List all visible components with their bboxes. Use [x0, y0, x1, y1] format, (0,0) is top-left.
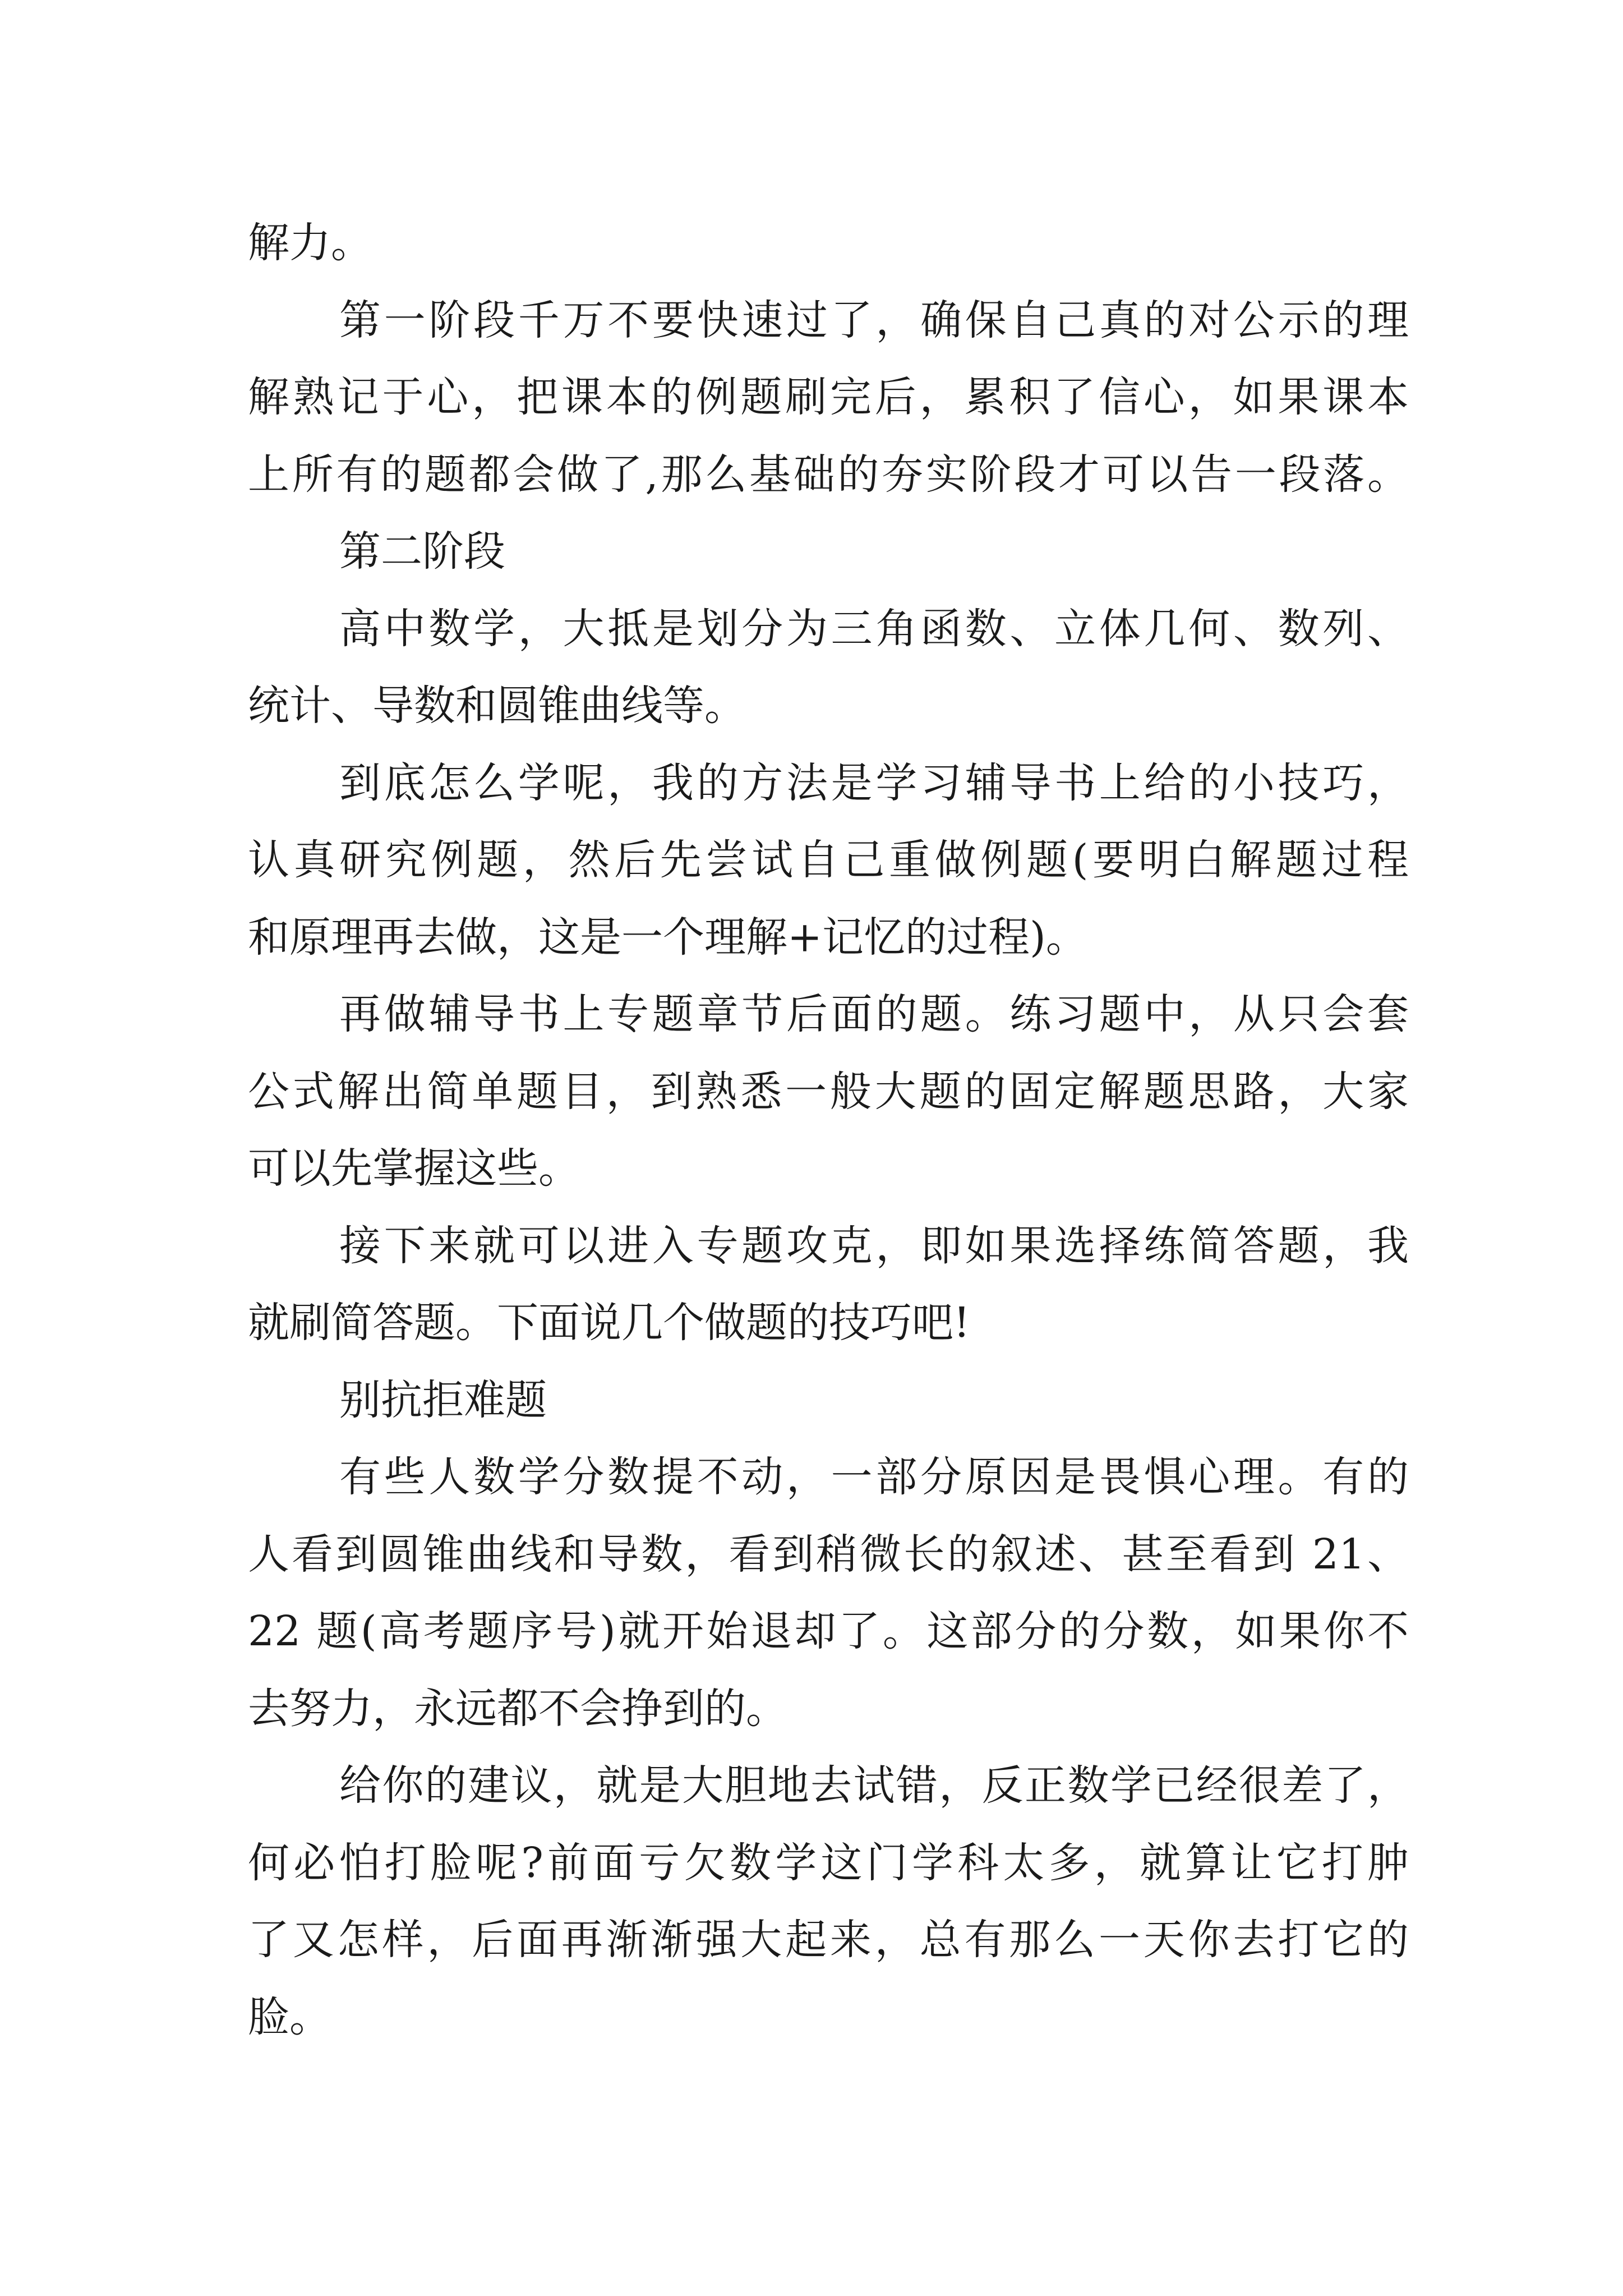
text-line: 再做辅导书上专题章节后面的题。练习题中，从只会套 — [339, 990, 1409, 1038]
paragraph — [248, 1208, 1409, 1362]
text-line: 脸。 — [248, 1993, 331, 2041]
text-line: 到底怎么学呢，我的方法是学习辅导书上给的小技巧， — [339, 758, 1409, 807]
text-line: 人看到圆锥曲线和导数，看到稍微长的叙述、甚至看到 21、 — [248, 1530, 1409, 1579]
text-line: 和原理再去做，这是一个理解+记忆的过程)。 — [248, 913, 1087, 961]
section-heading — [248, 1362, 1409, 1439]
text-line: 第一阶段千万不要快速过了，确保自己真的对公示的理 — [339, 296, 1409, 344]
paragraph — [248, 976, 1409, 1208]
text-line: 去努力，永远都不会挣到的。 — [248, 1684, 787, 1733]
text-line: 22 题(高考题序号)就开始退却了。这部分的分数，如果你不 — [248, 1607, 1409, 1655]
paragraph — [248, 1747, 1409, 2056]
text-line: 就刷简答题。下面说几个做题的技巧吧! — [248, 1299, 970, 1347]
text-line: 接下来就可以进入专题攻克，即如果选择练简答题，我 — [339, 1221, 1409, 1270]
text-line: 统计、导数和圆锥曲线等。 — [248, 682, 746, 730]
text-line: 解力。 — [248, 219, 372, 267]
text-line: 有些人数学分数提不动，一部分原因是畏惧心理。有的 — [339, 1453, 1409, 1501]
paragraph-continued — [248, 205, 1409, 282]
paragraph — [248, 282, 1409, 514]
document-body — [248, 205, 1409, 2056]
text-line: 解熟记于心，把课本的例题刷完后，累积了信心，如果课本 — [248, 373, 1409, 421]
heading-line: 别抗拒难题 — [339, 1375, 547, 1424]
paragraph — [248, 591, 1409, 745]
text-line: 给你的建议，就是大胆地去试错，反正数学已经很差了， — [339, 1761, 1409, 1810]
heading-line: 第二阶段 — [339, 527, 505, 576]
text-line: 公式解出简单题目，到熟悉一般大题的固定解题思路，大家 — [248, 1067, 1409, 1116]
paragraph — [248, 1439, 1409, 1747]
text-line: 认真研究例题，然后先尝试自己重做例题(要明白解题过程 — [248, 836, 1409, 884]
text-line: 何必怕打脸呢?前面亏欠数学这门学科太多，就算让它打肿 — [248, 1838, 1409, 1887]
text-line: 高中数学，大抵是划分为三角函数、立体几何、数列、 — [339, 604, 1409, 653]
section-heading — [248, 513, 1409, 591]
text-line: 上所有的题都会做了,那么基础的夯实阶段才可以告一段落。 — [248, 450, 1409, 499]
paragraph — [248, 745, 1409, 977]
text-line: 可以先掌握这些。 — [248, 1144, 580, 1193]
text-line: 了又怎样，后面再渐渐强大起来，总有那么一天你去打它的 — [248, 1916, 1409, 1964]
